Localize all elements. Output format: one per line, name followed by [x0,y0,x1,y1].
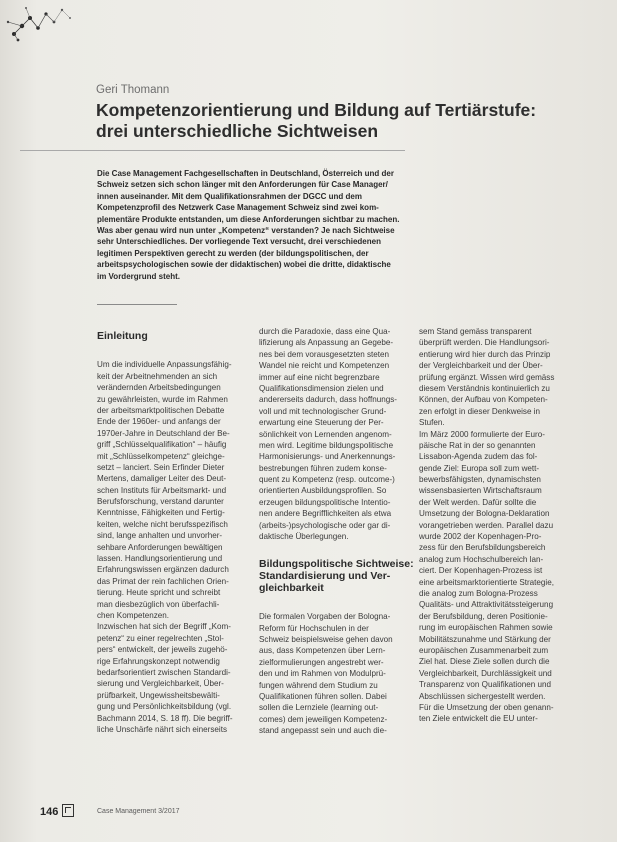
body-text-line: bewerbsfähigsten, dynamischsten [419,475,541,485]
lead-line: Die Case Management Fachgesellschaften in Deutschland, Österreich und der [97,169,394,178]
body-text-line: Vergleichbarkeit, Durchlässigkeit und [419,668,552,678]
lead-line: innen auseinander. Mit dem Qualifikationsrahmen der DGCC und dem [97,191,362,201]
body-text-line: setzt – lanciert. Sein Erfinder Dieter [97,462,225,472]
article-title [96,100,537,142]
body-text-line: gende Ziel: Europa soll zum wett- [419,463,540,473]
lead-line: legitimen Perspektiven gerecht zu werden (der bildungspolitischen, der [97,248,369,258]
page-number: 146 [40,806,59,818]
body-text-line: Erfahrungswissen ergänzen dadurch [97,565,229,575]
text-column-2 [259,326,414,737]
body-text-line: keit der Arbeitnehmenden an sich [97,371,218,381]
body-text-line: wissensbasierten Wirtschaftsraum [419,486,542,496]
body-text-line: Stufen. [419,418,445,428]
body-text-line: wurde 2002 der Kopenhagen-Pro- [419,532,542,542]
body-text-line: Mobilitätszunahme und Stärkung der [419,634,551,644]
section-heading-bildungspolitisch [259,557,414,594]
body-text-line: eine arbeitsmarktorientierte Strategie, [419,577,554,587]
body-text-line: päische Rat in der so genannten [419,440,536,450]
body-text-line: sönlichkeit von Lernenden angenom- [259,429,392,439]
title-rule [20,150,405,151]
body-text-line: überprüft werden. Die Handlungsori- [419,338,550,348]
body-text-line: analog zum Hochschulbereich lan- [419,554,544,564]
body-text-line: Für die Umsetzung der oben genann- [419,702,554,712]
body-text-line: Können, der Aufbau von Kompeten- [419,395,548,405]
body-text-line: orientierten Ausbildungsprofilen. So [259,486,387,496]
column-2-body-top [259,326,411,542]
body-text-line: vorangetrieben werden. Parallel dazu [419,520,554,530]
body-text-line: Berufsforschung, verstand darunter [97,497,224,507]
body-text-line: lifizierung als Anpassung an Gegebe- [259,338,394,348]
article-title-line: drei unterschiedliche Sichtweisen [96,121,379,141]
lead-line: plementäre Produkte entstanden, um diese Anforderungen sichtbar zu machen. [97,214,400,224]
column-2-body-bottom [259,611,411,736]
body-text-line: Qualitäts- und Attraktivitätssteigerung [419,600,554,610]
body-text-line: sehbare Anforderungen bewältigen [97,542,223,552]
body-text-line: europäischen Zusammenarbeit zum [419,645,549,655]
body-text-line: bestrebungen führen zudem konse- [259,463,387,473]
body-text-line: lassen. Handlungsorientierung und [97,554,223,564]
body-text-line: schen Instituts für Arbeitsmarkt- und [97,485,227,495]
section-heading-line: gleichbarkeit [259,581,324,594]
body-text-line: zu gewährleisten, wurde im Rahmen [97,394,228,404]
column-1-body [97,359,249,735]
body-text-line: bedarfsorientiert zwischen Standardi- [97,667,231,677]
body-text-line: sem Stand gemäss transparent [419,327,532,336]
body-text-line: Reform für Hochschulen in der [259,623,369,633]
body-text-line: Abschlüssen sichergestellt werden. [419,691,546,701]
body-text-line: stand angepasst sein und auch die- [259,726,387,736]
lead-line: Schweiz setzen sich schon länger mit den Anforderungen für Case Manager/ [97,180,388,190]
body-text-line: (arbeits-)psychologische oder gar di- [259,520,391,530]
body-text-line: rung im europäischen Rahmen sowie [419,623,553,633]
body-text-line: entierung wird hier durch das Prinzip [419,349,551,359]
lead-line: im Vordergrund steht. [97,271,180,281]
body-text-line: der Berufsbildung, deren Positionie- [419,611,548,621]
body-text-line: zielformulierungen angestrebt wer- [259,657,384,667]
body-text-line: diesem Verständnis kontinuierlich zu [419,383,550,393]
body-text-line: zen erfolgt in dieser Denkweise in [419,406,541,416]
body-text-line: daktische Überlegungen. [259,532,349,542]
body-text-line: Um die individuelle Anpassungsfähig- [97,360,232,370]
body-text-line: sollen die Lernziele (learning out- [259,703,379,713]
text-column-1 [97,326,249,735]
body-text-line: 1970er-Jahre in Deutschland der Be- [97,428,230,438]
body-text-line: erzeugen bildungspolitische Intentio- [259,497,391,507]
body-text-line: Qualifikationsdimension zielen und [259,383,384,393]
body-text-line: ciert. Der Kopenhagen-Prozess ist [419,566,543,576]
body-text-line: Umsetzung der Bologna-Deklaration [419,509,550,519]
body-text-line: immer auf eine nicht begrenzbare [259,372,380,382]
body-text-line: petenz“ zu einer regelrechten „Stol- [97,633,224,643]
body-text-line: erwartung eine Steuerung der Per- [259,418,384,428]
body-text-line: durch die Paradoxie, dass eine Qua- [259,327,391,336]
body-text-line: Qualifikationen führen sollen. Dabei [259,691,387,701]
body-text-line: der Welt werden. Dafür sollte die [419,497,537,507]
body-text-line: Ziel hat. Diese Ziele sollen durch die [419,657,550,667]
body-text-line: Bachmann 2014, S. 18 ff). Die begriff- [97,713,233,723]
lead-line: arbeitspsychologischen sowie der didaktischen) wobei die dritte, didaktische [97,260,391,270]
body-text-line: nen andere Begrifflichkeiten als etwa [259,509,392,519]
body-text-line: Die formalen Vorgaben der Bologna- [259,612,391,622]
body-text-line: verändernden Arbeitsbedingungen [97,383,221,393]
body-text-line: rige Erfahrungskonzept notwendig [97,656,220,666]
text-column-3 [419,326,575,725]
lead-line: Kompetenzprofil des Netzwerk Case Management Schweiz sind zwei kom- [97,203,379,213]
body-text-line: zess für den Berufsbildungsbereich [419,543,546,553]
body-text-line: Harmonisierungs- und Anerkennungs- [259,452,396,462]
body-text-line: der arbeitsmarktpolitischen Debatte [97,405,225,415]
body-text-line: pers“ entwickelt, der jeweils zugehö- [97,645,228,655]
body-text-line: Inzwischen hat sich der Begriff „Kom- [97,622,231,632]
lead-line: sehr Unterschiedliches. Der vorliegende Text versucht, drei verschiedenen [97,237,381,247]
body-text-line: fungen während dem Studium zu [259,680,378,690]
body-text-line: Kenntnisse, Fähigkeiten und Fertig- [97,508,225,518]
body-text-line: griff „Schlüsselqualifikation“ – häufig [97,440,227,450]
body-text-line: Mertens, damaliger Leiter des Deut- [97,474,227,484]
lead-rule [97,304,177,305]
body-text-line: sierung und Vergleichbarkeit, Über- [97,679,224,689]
lead-line: Was aber genau wird nun unter „Kompetenz“ verstanden? Je nach Sichtweise [97,226,395,236]
body-text-line: nes bei dem vorausgesetzten steten [259,349,390,359]
decorative-corner-graphic [0,0,90,48]
body-text-line: die analog zum Bologna-Prozess [419,588,538,598]
body-text-line: man diesbezüglich von überfachli- [97,599,220,609]
body-text-line: das Primat der rein fachlichen Orien- [97,576,229,586]
body-text-line: quent zu Kompetenz (resp. outcome-) [259,475,395,485]
body-text-line: mit „Schlüsselkompetenz“ gleichge- [97,451,225,461]
case-management-logo-icon [62,804,74,817]
body-text-line: chen Kompetenzen. [97,610,169,620]
article-title-line: Kompetenzorientierung und Bildung auf Tertiärstufe: [96,100,537,120]
body-text-line: den und im Rahmen von Modulprü- [259,669,386,679]
body-text-line: voll und mit technologischer Grund- [259,406,387,416]
body-text-line: keiten, welche nicht berufsspezifisch [97,519,228,529]
body-text-line: sind, lange anhalten und unvorher- [97,531,223,541]
article-lead [97,168,409,282]
section-heading-einleitung: Einleitung [97,330,148,342]
body-text-line: prüfung ergänzt. Wissen wird gemäss [419,372,555,382]
body-text-line: liche Unschärfe nährt sich einerseits [97,724,228,734]
body-text-line: der Vergleichbarkeit und der Über- [419,361,543,371]
body-text-line: Im März 2000 formulierte der Euro- [419,429,545,439]
body-text-line: tierung. Heute spricht und schreibt [97,588,221,598]
section-heading-line: Standardisierung und Ver- [259,569,391,582]
body-text-line: Lissabon-Agenda zudem das fol- [419,452,538,462]
body-text-line: prüfbarkeit, Ungewissheitsbewälti- [97,690,220,700]
body-text-line: Transparenz von Qualifikationen und [419,680,551,690]
body-text-line: Schweiz beispielsweise gehen davon [259,634,393,644]
body-text-line: men wird. Legitime bildungspolitische [259,440,394,450]
section-heading-line: Bildungspolitische Sichtweise: [259,557,414,570]
body-text-line: Wandel nie reicht und Kompetenzen [259,361,390,371]
author-name: Geri Thomann [96,84,170,96]
body-text-line: ten Ziele entwickelt die EU unter- [419,714,538,724]
body-text-line: aus, dass Kompetenzen über Lern- [259,646,386,656]
body-text-line: andererseits dadurch, dass hoffnungs- [259,395,397,405]
column-3-body [419,326,575,725]
journal-name: Case Management 3/2017 [97,808,180,815]
body-text-line: Ende der 1960er- und anfangs der [97,417,221,427]
body-text-line: comes) dem jeweiligen Kompetenz- [259,714,388,724]
body-text-line: gung und Persönlichkeitsbildung (vgl. [97,702,232,712]
